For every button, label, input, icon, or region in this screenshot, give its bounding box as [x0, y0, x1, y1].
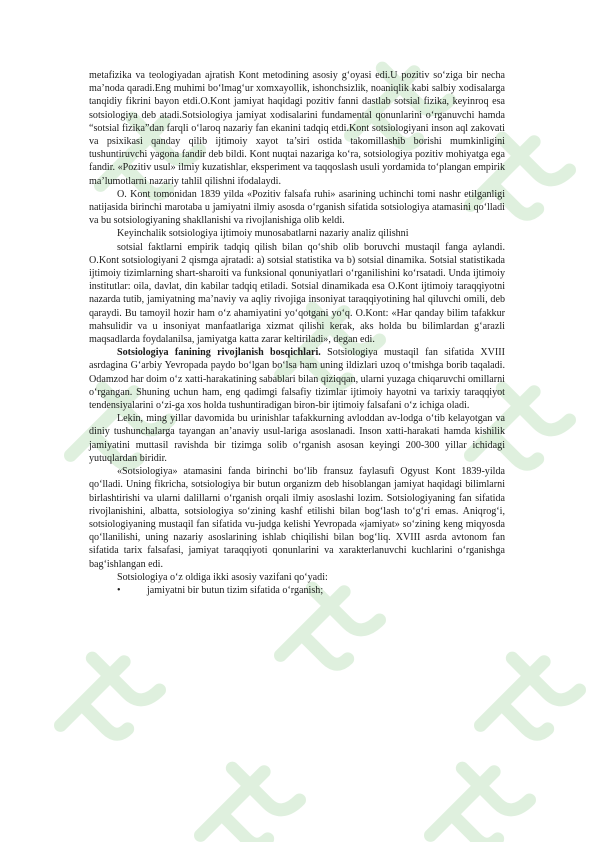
- paragraph: metafizika va teologiyadan ajratish Kont metodining asosiy g‘oyasi edi.U pozitiv so‘ziga bir necha ma’noda qaradi.Eng muhimi bo‘lmag‘ur xomxayollik, ishonchsizlik, noaniqlik kabi salbiy xodisalarga tanqidiy fikrini bayon etdi.O.Kont jamiyat haqidagi pozitiv fanni dastlab sotsial fizika, keyinroq esa sotsiologiya deb atadi.Sotsiologiya jamiyat xodisalarini fundamental qonunlarini o‘rganuvchi hamda “sotsial fizika”dan farqli o‘laroq nazariy fan ekanini tadqiq etdi.Kont sotsiologiyani inson aql zakovati va psixikasi qanday qilib ijtimoiy xayot ta’siri ostida takomillashib borishi mumkinligini tushuntiruvchi yagona fandir deb bildi. Kont nuqtai nazariga ko‘ra, sotsiologiya pozitiv mohiyatga ega fandir. «Pozitiv usul» ilmiy kuzatishlar, eksperiment va taqqoslash usuli yordamida to‘plangan empirik ma’lumotlarni nazariy tahlil qilishni ifodalaydi.: [89, 70, 505, 187]
- bullet-icon: •: [117, 584, 121, 596]
- document-body: [89, 69, 505, 597]
- paragraph: sotsial faktlarni empirik tadqiq qilish bilan qo‘shib olib boruvchi mustaqil fanga aylandi. O.Kont sotsiologiyani 2 qismga ajratadi: a) sotsial statistika va b) sotsial dinamika. Sotsial statistikada ijtimoiy tizimlarning shart-sharoiti va funksional qonuniyatlari o‘rganilishini ko‘rsatadi. Unda ijtimoiy institutlar: oila, davlat, din kabilar tadqiq etiladi. Sotsial dinamikada esa O.Kont ijtimoiy taraqqiyotni nazarda tutib, jamiyatning ma’naviy va aqliy rivojiga insoniyat taraqqiyotining hal qiluvchi omili, deb qaraydi. Bu tamoyil hozir ham o‘z ahamiyatini yo‘qotgani yo‘q. O.Kont: «Har qanday bilim tafakkur mahsulidir va u insoniyat manfaatlariga xizmat qilishi kerak, aks holda bu bilimlardan g‘arazli maqsadlarda foydalanilsa, jamiyatga katta zarar keltiriladi», degan edi.: [89, 241, 505, 346]
- list-item: [117, 584, 505, 597]
- section-text: Sotsiologiya mustaqil fan sifatida XVIII asrdagina G‘arbiy Yevropada paydo bo‘lgan bo‘lsa ham uning ildizlari uzoq o‘tmishga borib taqaladi. Odamzod har doim o‘z xatti-harakatining sabablari bilan qiziqqan, ularni yuzaga chiqaruvchi omillarni o‘rgangan. Shuning uchun ham, eng qadimgi falsafiy tizimlar ijtimoiy hayotni va tarixiy taraqqiyot tendensiyalarini o‘zi-ga xos holda tushuntiradigan biron-bir ijtimoiy falsafani o‘z ichiga oladi.: [89, 347, 505, 412]
- paragraph-section-heading: [89, 346, 505, 412]
- watermark-mark: [183, 751, 303, 842]
- paragraph: «Sotsiologiya» atamasini fanda birinchi bo‘lib fransuz faylasufi Ogyust Kont 1839-yilda qo‘lladi. Uning fikricha, sotsiologiya bir butun organizm deb hisoblangan jamiyat haqidagi bilimlarni birlashtirishi va ularni dalillarni o‘rganish orqali ilmiy asoslashi lozim. Sotsiologiyaning fan sifatida rivojlanishini, albatta, sotsiologiya so‘zining kashf etilishi bilan bog‘lash to‘g‘ri emas. Aniqrog‘i, sotsiologiyaning mustaqil fan sifatida vu-judga kelishi Yevropada «jamiyat» so‘zining keng miqyosda qo‘llanilishi, uning nazariy asoslarining ishlab chiqilishi bilan bog‘liq. XVIII asrda avtonom fan sifatida tarix falsafasi, jamiyat taraqqiyoti qonunlarini va xarakterlanuvchi kuchlarini o‘rganishga bag‘ishlangan edi.: [89, 466, 505, 570]
- list-item-text: jamiyatni bir butun tizim sifatida o‘rganish;: [147, 584, 324, 596]
- watermark-mark: [43, 641, 163, 761]
- watermark-mark: [413, 751, 533, 842]
- paragraph: Lekin, ming yillar davomida bu urinishlar tafakkurning avloddan av-lodga o‘tib kelayotgan va diniy tushunchalarga tayangan an’anaviy usul-lariga asoslanadi. Inson xatti-harakati hamda kishilik jamiyatini muttasil ravishda bir tizimga solib o‘rganish asosan keyingi 200-300 yillar ichidagi yutuqlardan biridir.: [89, 413, 505, 464]
- section-heading: Sotsiologiya fanining rivojlanish bosqichlari.: [117, 347, 321, 359]
- paragraph: O. Kont tomonidan 1839 yilda «Pozitiv falsafa ruhi» asarining uchinchi tomi nashr etilganligi natijasida birinchi marotaba u jamiyatni ilmiy asosda o‘rganish sifatida sotsiologiya atamasini qo‘lladi va bu sotsiologiyaning shakllanishi va rivojlanishiga olib keldi.: [89, 188, 505, 227]
- paragraph: Keyinchalik sotsiologiya ijtimoiy munosabatlarni nazariy analiz qilishni: [117, 228, 409, 240]
- paragraph: Sotsiologiya o‘z oldiga ikki asosiy vazifani qo‘yadi:: [117, 571, 328, 583]
- watermark-mark: [463, 641, 583, 761]
